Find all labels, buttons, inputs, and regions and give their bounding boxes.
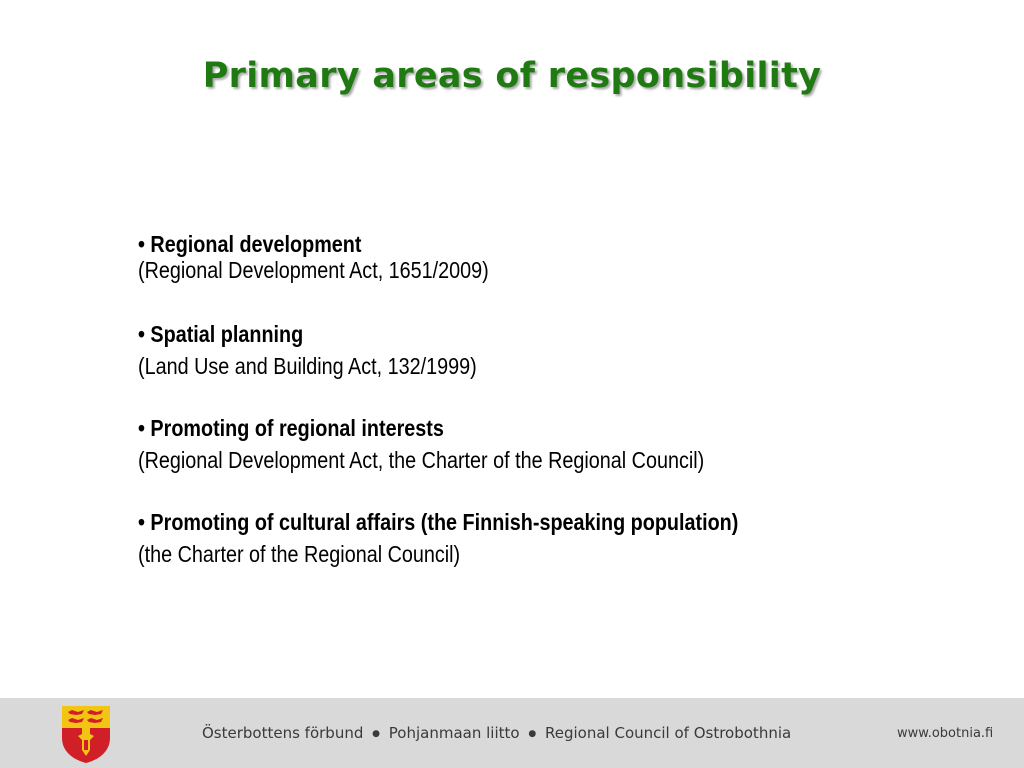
footer-organization [202,724,791,742]
item-detail: (Land Use and Building Act, 132/1999) [138,353,477,379]
item-heading: Promoting of regional interests [150,415,444,441]
item-heading-line [138,318,477,350]
separator-dot: ● [372,729,381,739]
footer-website-link[interactable]: www.obotnia.fi [897,726,994,741]
item-detail: (Regional Development Act, 1651/2009) [138,257,489,283]
list-item [138,318,532,382]
item-heading: Spatial planning [150,321,304,347]
bullet: • [138,509,145,535]
item-heading: Regional development [150,231,362,257]
bullet: • [138,231,145,257]
item-detail: (the Charter of the Regional Council) [138,541,461,567]
separator-dot: ● [528,729,537,739]
list-item [138,412,796,476]
list-item [138,506,836,570]
bullet: • [138,415,145,441]
item-heading-line [138,506,738,538]
item-detail: (Regional Development Act, the Charter of the Regional Council) [138,447,705,473]
bullet: • [138,321,145,347]
slide-title: Primary areas of responsibility [202,56,822,96]
item-heading: Promoting of cultural affairs (the Finnish-speaking population) [150,509,739,535]
coat-of-arms-icon [60,704,112,764]
list-item [138,228,546,286]
org-name-english: Regional Council of Ostrobothnia [545,724,792,742]
item-heading-line [138,412,704,444]
org-name-swedish: Österbottens förbund [202,724,364,742]
org-name-finnish: Pohjanmaan liitto [388,724,520,742]
footer-bar [0,698,1024,768]
